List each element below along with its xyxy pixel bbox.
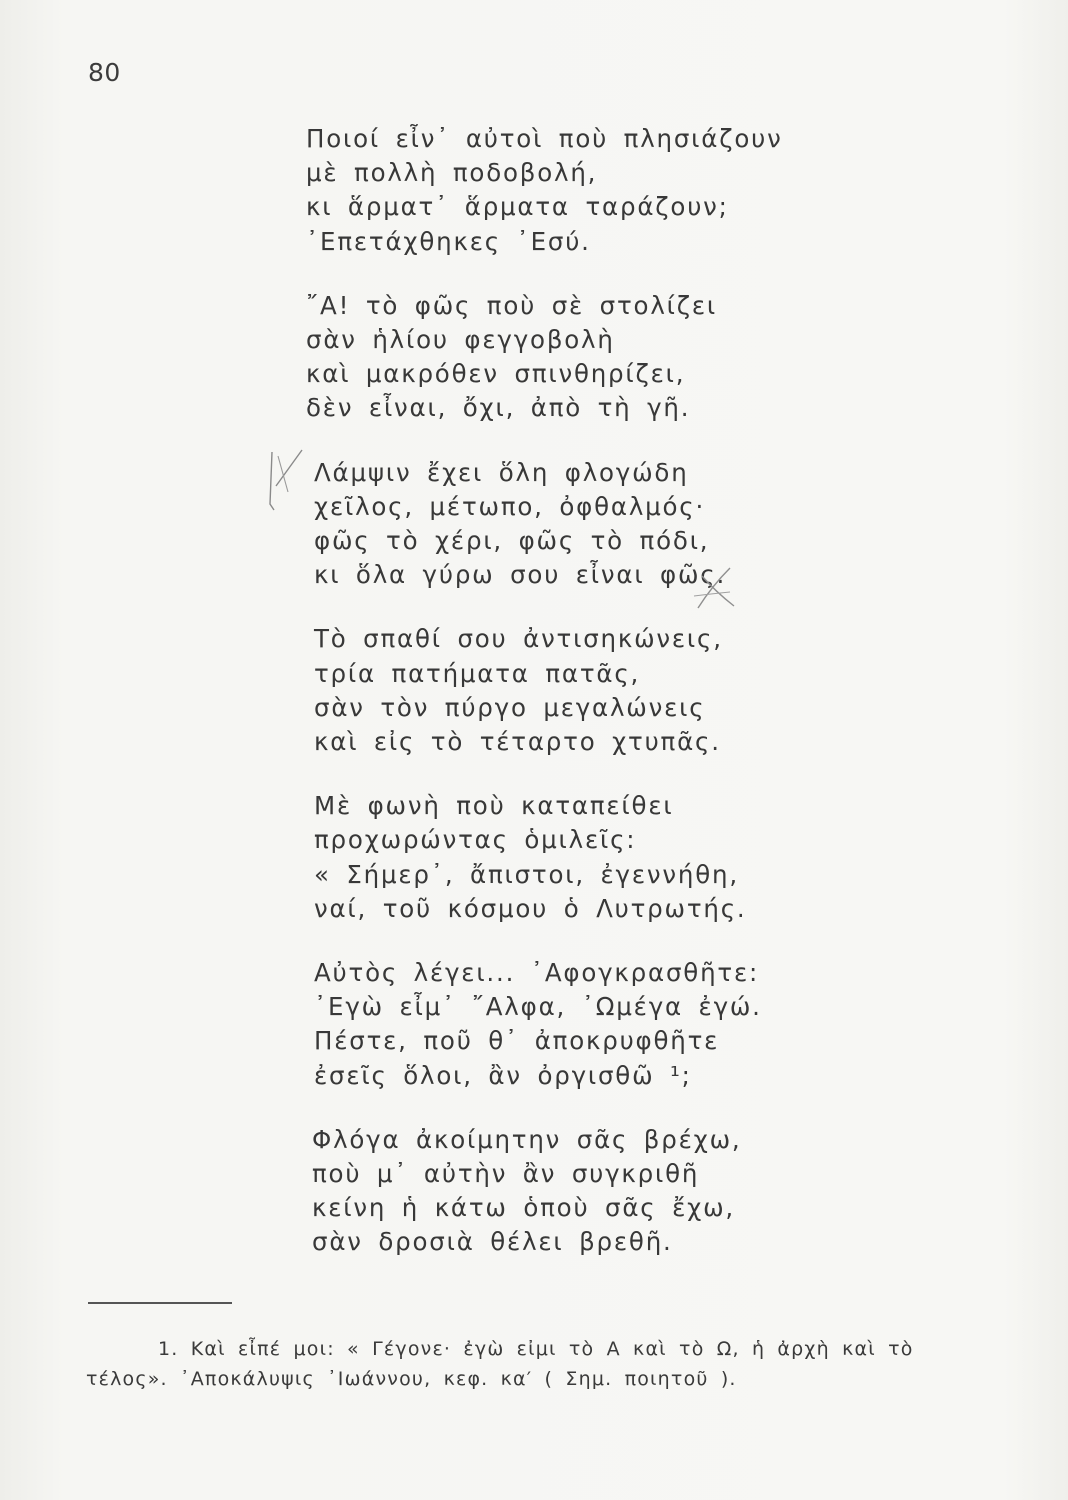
poem-line: Λάμψιν ἔχει ὅλη φλογώδη xyxy=(314,457,689,487)
poem-line: κι ἅρματ᾽ ἅρματα ταράζουν; xyxy=(306,192,729,222)
poem-line: ναί, τοῦ κόσμου ὁ Λυτρωτής. xyxy=(314,893,747,923)
stanza-6 xyxy=(306,956,776,1093)
poem-line: ποὺ μ᾽ αὐτὴν ἂν συγκριθῆ xyxy=(312,1159,700,1189)
poem-line: κείνη ἡ κάτω ὁποὺ σᾶς ἔχω, xyxy=(312,1193,735,1223)
stanza-7 xyxy=(306,1123,776,1260)
poem-line: Μὲ φωνὴ ποὺ καταπείθει xyxy=(314,791,674,821)
poem-line: « Σήμερ᾽, ἄπιστοι, ἐγεννήθη, xyxy=(314,859,739,889)
stanza-5 xyxy=(306,789,776,926)
stanza-1 xyxy=(306,122,783,259)
footnote xyxy=(86,1334,986,1394)
poem-line: δὲν εἶναι, ὄχι, ἀπὸ τὴ γῆ. xyxy=(306,393,691,423)
footnote-line-2: τέλος». ᾽Αποκάλυψις ᾽Ιωάννου, κεφ. κα′ ( Σημ. ποιητοῦ ). xyxy=(86,1368,737,1390)
poem-line: μὲ πολλὴ ποδοβολή, xyxy=(306,158,598,188)
poem-line: καὶ μακρόθεν σπινθηρίζει, xyxy=(306,359,686,389)
poem xyxy=(306,122,783,1290)
poem-line: καὶ εἰς τὸ τέταρτο χτυπᾶς. xyxy=(314,727,721,757)
page-number: 80 xyxy=(88,58,121,87)
poem-line: ᾽Επετάχθηκες ᾽Εσύ. xyxy=(306,226,591,256)
poem-line: Τὸ σπαθί σου ἀντισηκώνεις, xyxy=(314,624,723,654)
poem-line: ἐσεῖς ὅλοι, ἂν ὀργισθῶ ¹; xyxy=(314,1060,692,1090)
pencil-check-mark xyxy=(262,446,308,518)
footnote-line-1: 1. Καὶ εἶπέ μοι: « Γέγονε· ἐγὼ εἰμι τὸ Α καὶ τὸ Ω, ἡ ἀρχὴ καὶ τὸ xyxy=(158,1338,914,1360)
poem-line: Πέστε, ποῦ θ᾽ ἀποκρυφθῆτε xyxy=(314,1026,720,1056)
poem-line: σὰν ἡλίου φεγγοβολὴ xyxy=(306,325,615,355)
stanza-4 xyxy=(306,622,776,759)
poem-line: σὰν δροσιὰ θέλει βρεθῆ. xyxy=(312,1227,673,1257)
poem-line: τρία πατήματα πατᾶς, xyxy=(314,658,641,688)
poem-line: προχωρώντας ὁμιλεῖς: xyxy=(314,825,637,855)
poem-line: σὰν τὸν πύργο μεγαλώνεις xyxy=(314,692,706,722)
poem-line: φῶς τὸ χέρι, φῶς τὸ πόδι, xyxy=(314,526,710,556)
footnote-rule xyxy=(88,1302,232,1304)
poem-line: κι ὅλα γύρω σου εἶναι φῶς. xyxy=(314,560,727,590)
poem-line: Αὐτὸς λέγει... ᾽Αφογκρασθῆτε: xyxy=(314,958,760,988)
poem-line: χεῖλος, μέτωπο, ὀφθαλμός· xyxy=(314,491,706,521)
poem-line: Ποιοί εἶν᾽ αὐτοὶ ποὺ πλησιάζουν xyxy=(306,124,783,153)
poem-line: ῎Α! τὸ φῶς ποὺ σὲ στολίζει xyxy=(306,290,717,320)
poem-line: ᾽Εγὼ εἶμ᾽ ῎Αλφα, ᾽Ωμέγα ἐγώ. xyxy=(314,992,762,1022)
stanza-2 xyxy=(306,289,776,426)
stanza-3 xyxy=(306,456,776,593)
poem-line: Φλόγα ἀκοίμητην σᾶς βρέχω, xyxy=(312,1124,742,1154)
